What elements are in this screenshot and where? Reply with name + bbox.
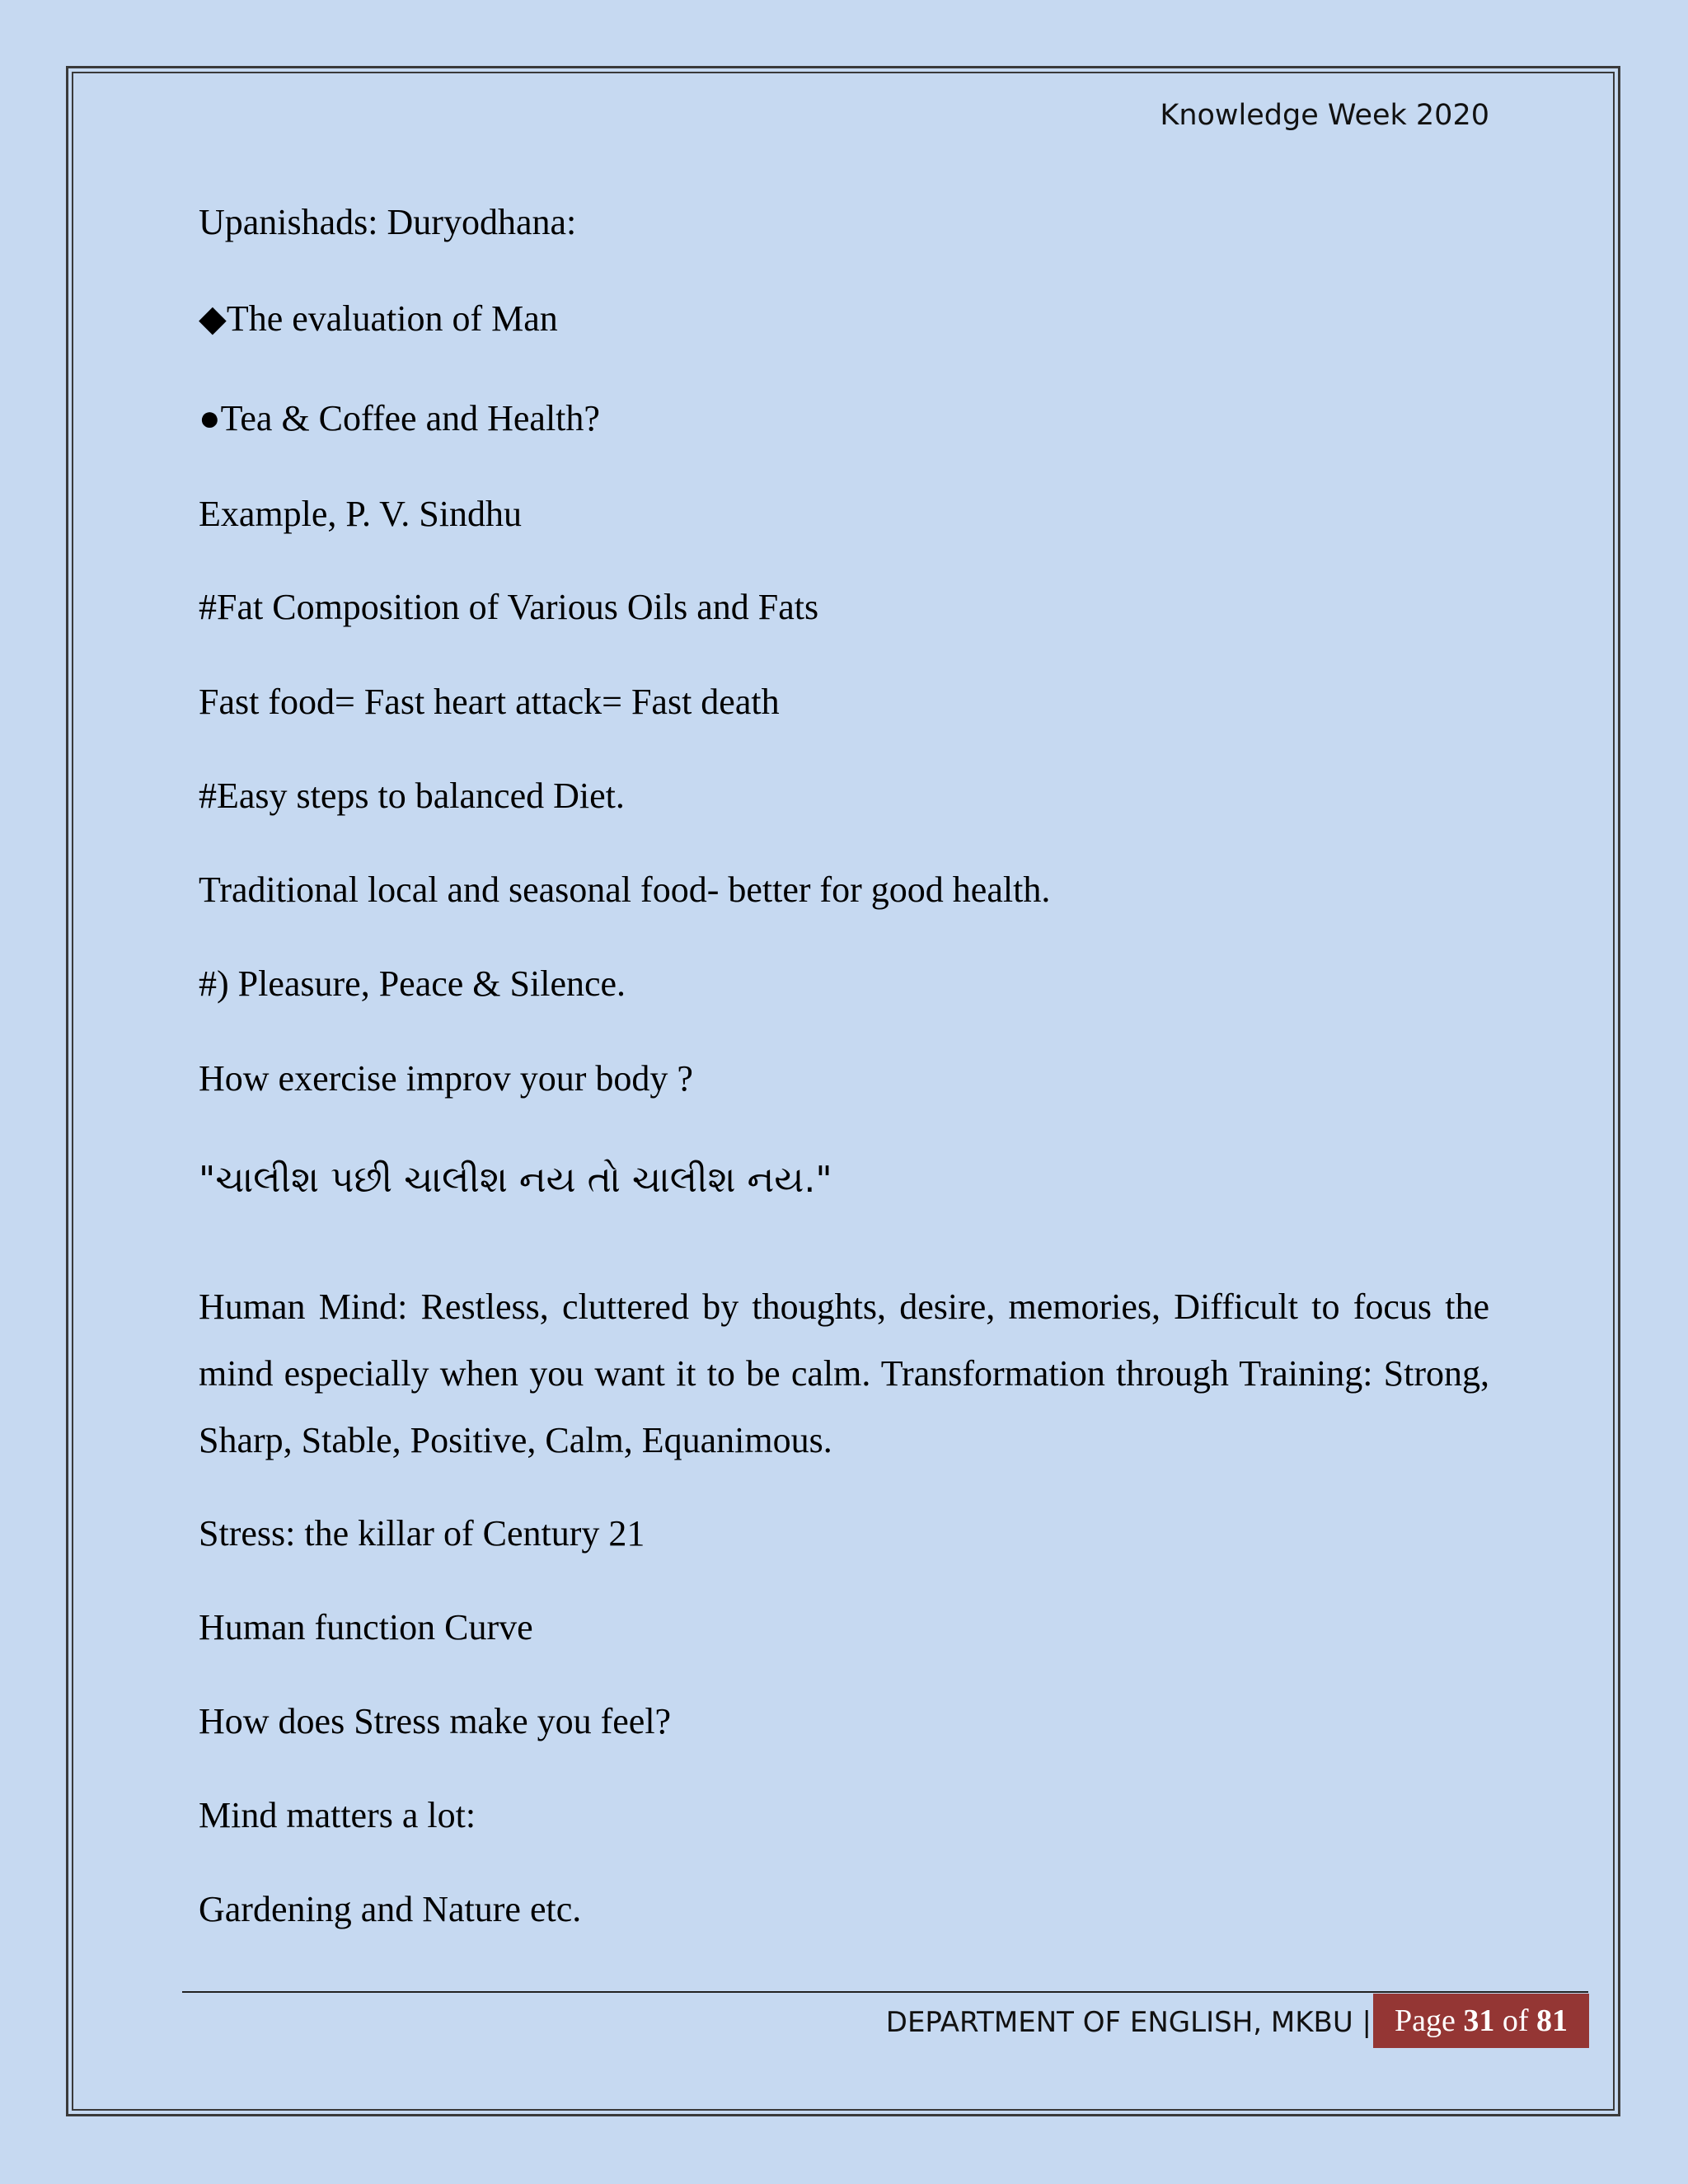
page-number-badge (1373, 1994, 1589, 2048)
footer-department: DEPARTMENT OF ENGLISH, MKBU | (885, 2006, 1372, 2039)
text-line-traditional-food: Traditional local and seasonal food- better for good health. (199, 869, 1051, 910)
of-word: of (1502, 2004, 1529, 2038)
text-line-exercise: How exercise improv your body ? (199, 1058, 693, 1099)
text-line-stress-feel: How does Stress make you feel? (199, 1701, 672, 1741)
text-line-tea-coffee: ●Tea & Coffee and Health? (199, 398, 600, 438)
text-line-evaluation: ◆The evaluation of Man (199, 298, 558, 339)
running-header: Knowledge Week 2020 (1160, 99, 1489, 132)
text-line-stress-killar: Stress: the killar of Century 21 (199, 1513, 645, 1554)
text-line-fast-food: Fast food= Fast heart attack= Fast death (199, 682, 780, 722)
text-line-upanishads: Upanishads: Duryodhana: (199, 202, 577, 242)
text-line-fat-composition: #Fat Composition of Various Oils and Fats (199, 587, 819, 627)
text-line-mind-matters: Mind matters a lot: (199, 1795, 476, 1835)
text-line-pleasure: #) Pleasure, Peace & Silence. (199, 963, 626, 1004)
page-number: 31 (1463, 2004, 1495, 2038)
text-line-gardening: Gardening and Nature etc. (199, 1889, 582, 1929)
page-word: Page (1394, 2004, 1456, 2038)
text-line-function-curve: Human function Curve (199, 1607, 533, 1647)
footer-divider (182, 1991, 1588, 1993)
text-line-example: Example, P. V. Sindhu (199, 494, 522, 534)
text-line-balanced-diet: #Easy steps to balanced Diet. (199, 776, 625, 816)
total-pages: 81 (1536, 2004, 1568, 2038)
text-line-gujarati-quote: "ચાલીશ પછી ચાલીશ નય તો ચાલીશ નય." (199, 1159, 832, 1201)
paragraph-human-mind: Human Mind: Restless, cluttered by thoughts, desire, memories, Difficult to focus the mind especially when you want it to be calm. Transformation through Training: Strong, Sharp, Stable, Positive, Calm, Equanimous. (199, 1286, 1489, 1460)
